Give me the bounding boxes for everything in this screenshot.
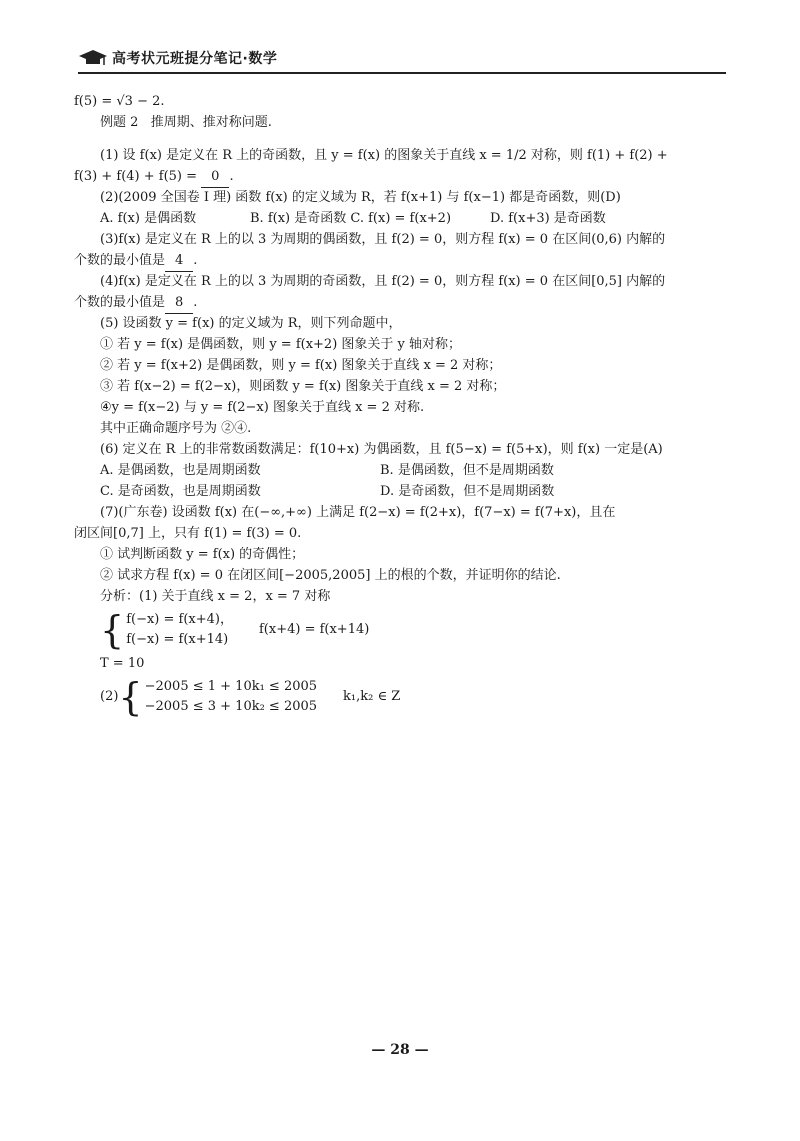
text-line	[74, 293, 726, 314]
text-span: f(3) + f(4) + f(5) =	[74, 169, 202, 184]
page-number: — 28 —	[371, 1042, 429, 1058]
text-line	[74, 251, 726, 272]
text-span: 个数的最小值是	[74, 253, 166, 268]
text-line: (6) 定义在 R 上的非常数函数满足：f(10+x) 为偶函数，且 f(5−x) = f(5+x)，则 f(x) 一定是(A)	[100, 442, 663, 457]
option-a: A. 是偶函数，也是周期函数	[100, 463, 261, 478]
header-title: 高考状元班提分笔记·数学	[112, 51, 278, 67]
proposition-1: ① 若 y = f(x) 是偶函数，则 y = f(x+2) 图象关于 y 轴对称；	[100, 337, 462, 352]
equation-system-1	[74, 610, 726, 650]
option-a: A. f(x) 是偶函数	[100, 211, 197, 226]
proposition-3: ③ 若 f(x−2) = f(2−x)，则函数 y = f(x) 图象关于直线 x = 2 对称；	[100, 379, 506, 394]
options-row	[74, 461, 726, 482]
text-line: 其中正确命题序号为 ②④.	[100, 421, 252, 436]
period-result: T = 10	[100, 656, 145, 671]
text-line: (1) 设 f(x) 是定义在 R 上的奇函数，且 y = f(x) 的图象关于直线 x = 1/2 对称，则 f(1) + f(2) +	[100, 148, 668, 163]
answer-blank: 4	[165, 251, 193, 272]
option-c: C. 是奇函数，也是周期函数	[100, 484, 261, 499]
header-rule	[78, 72, 726, 74]
option-bc: B. f(x) 是奇函数 C. f(x) = f(x+2)	[250, 211, 452, 226]
brace-symbol: {	[118, 675, 143, 719]
text-line: (7)(广东卷) 设函数 f(x) 在(−∞,+∞) 上满足 f(2−x) = f(2+x)，f(7−x) = f(7+x)，且在	[100, 505, 616, 520]
text-line: (5) 设函数 y = f(x) 的定义域为 R，则下列命题中，	[100, 316, 402, 331]
option-b: B. 是偶函数，但不是周期函数	[380, 463, 554, 478]
text-span: .	[193, 295, 198, 310]
equation-system-2	[74, 677, 726, 717]
question-1: ① 试判断函数 y = f(x) 的奇偶性；	[100, 547, 305, 562]
text-line: f(5) = √3 − 2.	[74, 94, 165, 109]
proposition-4: ④y = f(x−2) 与 y = f(2−x) 图象关于直线 x = 2 对称.	[100, 400, 425, 415]
analysis-heading: 分析：(1) 关于直线 x = 2，x = 7 对称	[100, 589, 331, 604]
proposition-2: ② 若 y = f(x+2) 是偶函数，则 y = f(x) 图象关于直线 x = 2 对称；	[100, 358, 502, 373]
page-header	[78, 44, 726, 74]
answer-blank: 8	[165, 293, 193, 314]
equation: k₁,k₂ ∈ Z	[343, 689, 401, 704]
options-row	[74, 482, 726, 503]
inequality: −2005 ≤ 1 + 10k₁ ≤ 2005	[144, 679, 318, 694]
equation: f(−x) = f(x+4)，	[126, 612, 233, 627]
text-span: .	[229, 169, 234, 184]
option-d: D. 是奇函数，但不是周期函数	[380, 484, 555, 499]
text-line	[74, 167, 726, 188]
inequality: −2005 ≤ 3 + 10k₂ ≤ 2005	[144, 699, 318, 714]
question-2: ② 试求方程 f(x) = 0 在闭区间[−2005,2005] 上的根的个数，并证明你的结论.	[100, 568, 561, 583]
text-line: (3)f(x) 是定义在 R 上的以 3 为周期的偶函数，且 f(2) = 0，则方程 f(x) = 0 在区间(0,6) 内解的	[100, 232, 666, 247]
text-span: .	[193, 253, 198, 268]
brace-symbol: {	[100, 608, 125, 652]
equation: f(x+4) = f(x+14)	[258, 622, 370, 637]
page-body	[74, 92, 726, 721]
text-span: 个数的最小值是	[74, 295, 166, 310]
text-line: (4)f(x) 是定义在 R 上的以 3 为周期的奇函数，且 f(2) = 0，则方程 f(x) = 0 在区间[0,5] 内解的	[100, 274, 666, 289]
text-line: 闭区间[0,7] 上，只有 f(1) = f(3) = 0.	[74, 526, 302, 541]
graduation-cap-icon	[78, 48, 108, 68]
equation: f(−x) = f(x+14)	[126, 632, 229, 647]
text-line: (2)(2009 全国卷 Ⅰ 理) 函数 f(x) 的定义域为 R，若 f(x+1) 与 f(x−1) 都是奇函数，则(D)	[100, 190, 621, 205]
option-d: D. f(x+3) 是奇函数	[490, 211, 606, 226]
answer-blank: 0	[201, 167, 229, 188]
example-heading: 例题 2 推周期、推对称问题.	[100, 115, 272, 130]
part-label: (2)	[100, 689, 119, 704]
options-row	[74, 209, 726, 230]
